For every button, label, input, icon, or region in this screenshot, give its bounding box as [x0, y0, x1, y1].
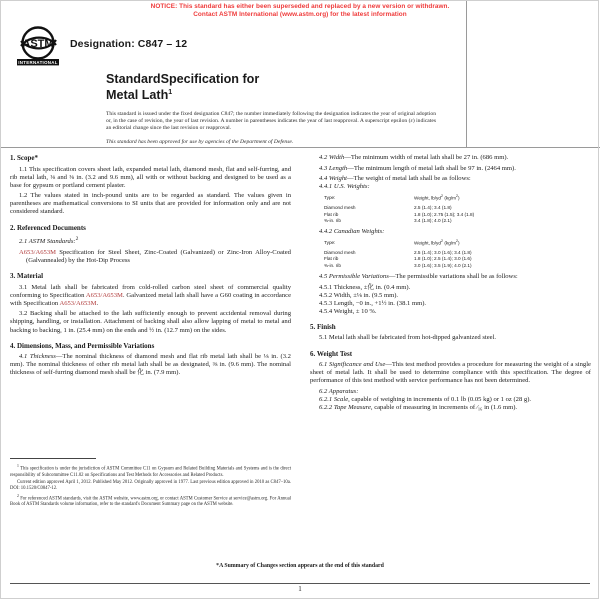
title-footnote-marker: 1	[168, 89, 173, 97]
material-3-1-mid: . Galvanized metal lath shall have a G60 coating in accordance with Specification	[10, 291, 292, 307]
us-weights-type-1: Flat rib	[324, 211, 339, 217]
canadian-weights-col-type: Type:	[324, 239, 336, 245]
dimensions-paragraph-4-4-2	[310, 228, 591, 236]
material-paragraph-3-2: 3.2 Backing shall be attached to the lath sufficiently enough to prevent accidental removal during shipping, handling, or installation. Attachment of backing shall also allow lapping of metal to metal and backing to backing, 1 in. (25.4 mm) on the ends and ½ in. (12.7 mm) on the sides.	[10, 310, 291, 334]
dimensions-paragraph-4-1	[10, 353, 291, 377]
variation-length: 4.5.3 Length, −0 in., +1½ in. (38.1 mm).	[319, 299, 427, 307]
weight-text: —The weight of metal lath shall be as follows:	[346, 175, 471, 183]
thickness-label: 4.1 Thickness	[19, 353, 56, 361]
canadian-weights-value-1: 1.8 (1.0); 2.5 (1.4); 3.0 (1.6)	[414, 256, 472, 262]
table-header-row	[310, 193, 591, 205]
material-3-1-end: .	[96, 299, 99, 307]
thickness-text: —The nominal thickness of diamond mesh and flat rib metal lath shall be ⅛ in. (3.2 mm). The nominal thickness of other rib metal lath shall be as designated, ⅜ in. (9.6 mm). The nominal thickness of self-furring diamond mesh shall be 化 in. (7.9 mm).	[10, 353, 291, 377]
width-label: 4.2 Width	[319, 154, 345, 161]
footnotes-block	[10, 458, 291, 509]
footnote-1-part-a	[10, 463, 291, 479]
variation-weight: 4.5.4 Weight, ± 10 %.	[319, 307, 377, 315]
us-weights-col-type: Type:	[324, 194, 336, 200]
heading-material: 3. Material	[10, 272, 44, 281]
dimensions-paragraph-4-2	[310, 154, 591, 162]
weight-test-paragraph-6-1	[310, 361, 591, 385]
material-paragraph-3-1	[10, 284, 291, 308]
heading-finish: 5. Finish	[310, 322, 336, 331]
title-line-2: Metal Lath	[106, 88, 169, 103]
footnote-2-text: For referenced ASTM standards, visit the ASTM website, www.astm.org, or contact ASTM Customer Service at service@astm.org. For Annual Book of ASTM Standards volume information, refer to the standard's Document Summary page on the ASTM website.	[10, 496, 291, 508]
scale-text: , capable of weighing in increments of 0.1 lb (0.05 kg) or 1 oz (28 g).	[348, 395, 532, 403]
summary-of-changes-note: *A Summary of Changes section appears at the end of this standard	[216, 563, 384, 569]
dimensions-paragraph-4-5	[310, 273, 591, 281]
designation-label: Designation: C847 – 12	[70, 37, 188, 50]
us-weights-value-0: 2.5 (1.4); 3.4 (1.8)	[414, 205, 452, 211]
reference-a653-title: Specification for Steel Sheet, Zinc-Coated (Galvanized) or Zinc-Iron Alloy-Coated (Galvannealed) by the Hot-Dip Process	[26, 248, 291, 264]
footnote-1-text: This specification is under the jurisdiction of ASTM Committee C11 on Gypsum and Related Building Materials and Systems and is the direct responsibility of Subcommittee C11.02 on Specifications and Test Methods for Accessories and Related Products.	[10, 466, 291, 478]
canadian-weights-value-0: 2.5 (1.4); 3.0 (1.6); 3.4 (1.8)	[414, 250, 472, 256]
heading-dimensions: 4. Dimensions, Mass, and Permissible Variations	[10, 341, 155, 350]
astm-standards-subheading	[10, 235, 291, 246]
table-header-row	[310, 238, 591, 250]
variation-thickness: 4.5.1 Thickness, ±化 in. (0.4 mm).	[319, 283, 411, 291]
heading-referenced-documents: 2. Referenced Documents	[10, 223, 86, 232]
weight-label: 4.4 Weight	[319, 175, 347, 183]
withdrawal-notice	[0, 0, 600, 22]
variation-width: 4.5.2 Width, ±⅛ in. (9.5 mm).	[319, 291, 399, 299]
header-vertical-divider	[466, 0, 467, 148]
footnote-2	[10, 493, 291, 509]
significance-use-label: 6.1 Significance and Use	[319, 361, 386, 369]
canadian-weights-type-0: Diamond mesh	[324, 250, 356, 256]
svg-text:INTERNATIONAL: INTERNATIONAL	[18, 59, 58, 65]
title-block	[0, 66, 600, 146]
scale-label: 6.2.1 Scale	[319, 395, 349, 403]
us-weights-value-2: 3.4 (1.8); 4.0 (2.1)	[414, 217, 452, 223]
apparatus-tape-measure	[310, 404, 591, 412]
tape-measure-label: 6.2.2 Tape Measure	[319, 404, 371, 411]
material-3-1-pre: 3.1 Metal lath shall be fabricated from cold-rolled carbon steel sheet of commercial quality conforming to Specification	[10, 283, 291, 299]
svg-text:ASTM: ASTM	[22, 37, 54, 50]
permissible-variations-label: 4.5 Permissible Variations	[319, 272, 389, 280]
scope-paragraph-1-1: 1.1 This specification covers sheet lath, expanded metal lath, diamond mesh, flat and self-furring, and rib metal lath, ⅛ and ⅜ in. (3.2 and 9.6 mm), all with or without backing and designed to be used as a base for gypsum or portland cement plaster.	[10, 165, 291, 189]
us-weights-type-2: ⅜-in. rib	[324, 217, 341, 223]
canadian-weights-label: 4.4.2 Canadian Weights:	[319, 228, 385, 236]
canadian-weights-type-2: ⅜-in. rib	[324, 262, 341, 268]
apparatus-heading: 6.2 Apparatus:	[319, 387, 359, 395]
notice-line-1: NOTICE: This standard has either been superseded and replaced by a new version or withdrawn.	[150, 3, 450, 10]
dimensions-paragraph-4-4-1	[310, 183, 591, 191]
page-title	[106, 72, 600, 103]
reference-a653	[10, 249, 291, 265]
length-text: —The minimum length of metal lath shall be 97 in. (2464 mm).	[347, 164, 516, 172]
left-column	[10, 154, 291, 380]
dod-approval-note: This standard has been approved for use by agencies of the Department of Defense.	[106, 138, 294, 145]
title-line-1: StandardSpecification for	[106, 71, 260, 86]
us-weights-type-0: Diamond mesh	[324, 205, 356, 211]
apparatus-label	[310, 388, 591, 396]
astm-standards-label: 2.1 ASTM Standards:	[19, 238, 76, 246]
finish-paragraph-5-1: 5.1 Metal lath shall be fabricated from hot-dipped galvanized steel.	[319, 334, 497, 342]
canadian-weights-value-2: 3.0 (1.6); 3.5 (1.9); 4.0 (2.1)	[414, 262, 472, 268]
footnote-1-marker: 1	[17, 464, 19, 468]
tape-measure-text: , capable of measuring in increments of ⁄₁₆ in (1.6 mm).	[370, 404, 518, 411]
significance-use-text: —This test method provides a procedure for measuring the weight of a single sheet of metal lath. It shall be used to determine compliance with this specification. The degree of performance of this test method with service performance has not been determined.	[310, 361, 591, 385]
length-label: 4.3 Length	[319, 164, 348, 172]
heading-weight-test: 6. Weight Test	[310, 349, 353, 358]
footnote-separator	[10, 458, 96, 459]
header-horizontal-divider	[0, 147, 600, 148]
us-weights-col-weight: Weight, $lb/yd^2$ $(kg/m^2)$	[414, 194, 460, 201]
scope-paragraph-1-2: 1.2 The values stated in inch-pound units are to be regarded as standard. The values given in parentheses are mathematical conversions to SI units that are provided for information only and are not considered standard.	[10, 192, 291, 216]
footer-divider	[10, 583, 590, 584]
us-weights-table	[310, 193, 591, 224]
link-a653-a653m-material-1[interactable]: A653/A653M	[85, 291, 123, 299]
heading-scope: 1. Scope*	[10, 154, 38, 162]
canadian-weights-type-1: Flat rib	[324, 256, 339, 262]
astm-standards-footnote-marker: 2	[75, 236, 79, 243]
notice-line-2: Contact ASTM International (www.astm.org) for the latest information	[193, 11, 407, 19]
right-column	[310, 154, 591, 415]
width-text: —The minimum width of metal lath shall be 27 in. (686 mm).	[344, 154, 509, 161]
canadian-weights-col-weight: Weight, $lb/yd^2$ $(kg/m^2)$	[414, 239, 460, 246]
page-number: 1	[298, 585, 302, 593]
us-weights-label: 4.4.1 U.S. Weights:	[319, 183, 370, 191]
table-row	[310, 263, 591, 269]
dimensions-paragraph-4-4	[310, 175, 591, 183]
footnote-1-part-b: Current edition approved April 1, 2012. Published May 2012. Originally approved in 1977. Last previous edition approved in 2010 as C847–10a. DOI: 10.1520/C0847-12.	[10, 479, 291, 491]
table-row	[310, 218, 591, 224]
footnote-2-marker: 2	[17, 493, 19, 498]
astm-logo-icon	[14, 26, 62, 66]
permissible-variations-text: —The permissible variations shall be as follows:	[388, 272, 518, 280]
canadian-weights-table	[310, 238, 591, 269]
link-a653-a653m[interactable]: A653/A653M	[19, 248, 56, 256]
apparatus-scale	[310, 396, 591, 404]
dimensions-paragraph-4-3	[310, 165, 591, 173]
masthead	[0, 22, 600, 66]
us-weights-value-1: 1.8 (1.0); 2.75 (1.5); 3.4 (1.8)	[414, 211, 475, 217]
link-a653-a653m-material-2[interactable]: A653/A653M	[59, 299, 97, 307]
preamble-text: This standard is issued under the fixed designation C847; the number immediately following the designation indicates the year of original adoption or, in the case of revision, the year of last revision. A number in parentheses indicates the year of last reapproval. A superscript epsilon (ε) indicates an editorial change since the last revision or reapproval.	[106, 111, 436, 132]
